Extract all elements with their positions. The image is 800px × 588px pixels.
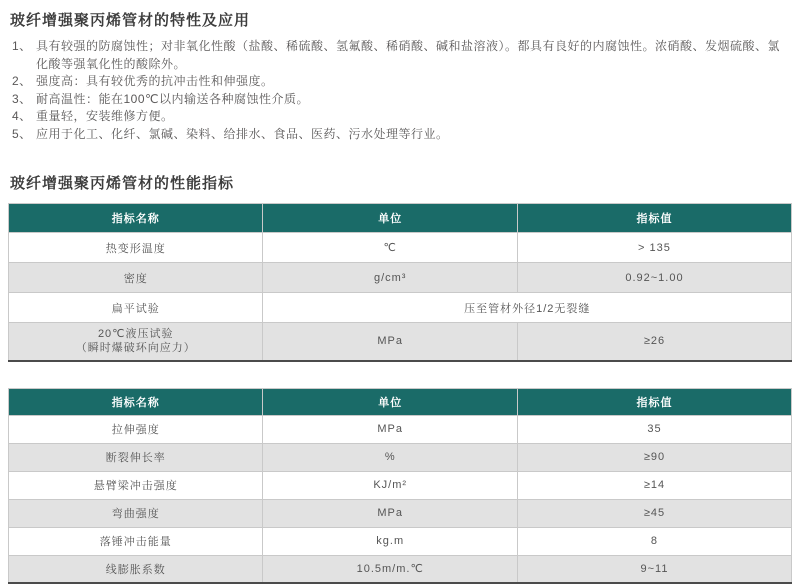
spec-value-cell: 8 <box>517 527 791 555</box>
spec-name-cell <box>9 323 263 361</box>
spec-value-cell: 9~11 <box>517 555 791 583</box>
table-row <box>9 527 792 555</box>
spec-value-cell: ≥45 <box>517 499 791 527</box>
spec-name-line1: 20℃液压试验 <box>97 328 174 341</box>
spec-merged-cell: 压至管材外径1/2无裂缝 <box>263 293 792 323</box>
feature-text: 应用于化工、化纤、氯碱、染料、给排水、食品、医药、污水处理等行业。 <box>36 126 449 141</box>
table-header-row <box>9 204 792 233</box>
feature-item <box>12 38 786 73</box>
header-cell-value: 指标值 <box>517 388 791 415</box>
feature-text: 具有较强的防腐蚀性；对非氧化性酸（盐酸、稀硫酸、氢氟酸、稀硝酸、碱和盐溶液）。都具有良好的内腐蚀性。浓硝酸、发烟硫酸、氯化酸等强氧化性的酸除外。 <box>36 39 781 71</box>
spec-name-cell: 热变形温度 <box>9 233 263 263</box>
document-page <box>0 9 800 588</box>
spec-name-cell: 弯曲强度 <box>9 499 263 527</box>
table-row <box>9 293 792 323</box>
spec-name-cell: 扁平试验 <box>9 293 263 323</box>
table-row <box>9 415 792 443</box>
spec-value-cell: ≥26 <box>517 323 791 361</box>
spec-name-cell: 密度 <box>9 263 263 293</box>
header-cell-unit: 单位 <box>263 204 517 233</box>
spec-name-cell: 落锤冲击能量 <box>9 527 263 555</box>
feature-item <box>12 108 786 126</box>
table-row <box>9 263 792 293</box>
page-title: 玻纤增强聚丙烯管材的特性及应用 <box>10 12 251 29</box>
spec-table-2 <box>8 388 792 585</box>
feature-text: 强度高：具有较优秀的抗冲击性和伸强度。 <box>36 74 274 88</box>
spec-value-cell: 35 <box>517 415 791 443</box>
feature-list <box>12 38 786 143</box>
header-cell-value: 指标值 <box>517 204 791 233</box>
spec-unit-cell: kg.m <box>263 527 517 555</box>
table-row <box>9 471 792 499</box>
feature-text: 重量轻，安装维修方便。 <box>36 109 174 123</box>
feature-number: 2、 <box>12 74 32 88</box>
feature-item <box>12 91 786 109</box>
spec-value-cell: ≥14 <box>517 471 791 499</box>
feature-item <box>12 73 786 91</box>
feature-text: 耐高温性：能在100℃以内输送各种腐蚀性介质。 <box>36 91 309 106</box>
feature-number: 4、 <box>12 109 32 123</box>
spec-name-line2: （瞬时爆破环向应力） <box>75 342 196 355</box>
spec-unit-cell: MPa <box>263 415 517 443</box>
header-cell-name: 指标名称 <box>9 204 263 233</box>
spec-table-1 <box>8 203 792 362</box>
spec-unit-cell: MPa <box>263 323 517 361</box>
spec-value-cell: ≥90 <box>517 443 791 471</box>
table-row <box>9 233 792 263</box>
table-row <box>9 323 792 361</box>
spec-unit-cell: ℃ <box>263 233 517 263</box>
spec-value-cell: > 135 <box>517 233 791 263</box>
spec-name-cell: 断裂伸长率 <box>9 443 263 471</box>
feature-number: 5、 <box>12 126 32 141</box>
spec-value-cell: 0.92~1.00 <box>517 263 791 293</box>
spec-unit-cell: % <box>263 443 517 471</box>
spec-unit-cell: KJ/m² <box>263 471 517 499</box>
spec-unit-cell: MPa <box>263 499 517 527</box>
section-title: 玻纤增强聚丙烯管材的性能指标 <box>10 175 235 192</box>
spec-name-cell: 拉伸强度 <box>9 415 263 443</box>
spec-unit-cell: g/cm³ <box>263 263 517 293</box>
feature-number: 3、 <box>12 91 32 106</box>
spec-name-cell: 线膨胀系数 <box>9 555 263 583</box>
feature-number: 1、 <box>12 39 32 53</box>
header-cell-unit: 单位 <box>263 388 517 415</box>
table-header-row <box>9 388 792 415</box>
spec-unit-cell: 10.5m/m.℃ <box>263 555 517 583</box>
header-cell-name: 指标名称 <box>9 388 263 415</box>
feature-item <box>12 126 786 144</box>
spec-name-cell: 悬臂梁冲击强度 <box>9 471 263 499</box>
table-row <box>9 443 792 471</box>
table-row <box>9 499 792 527</box>
